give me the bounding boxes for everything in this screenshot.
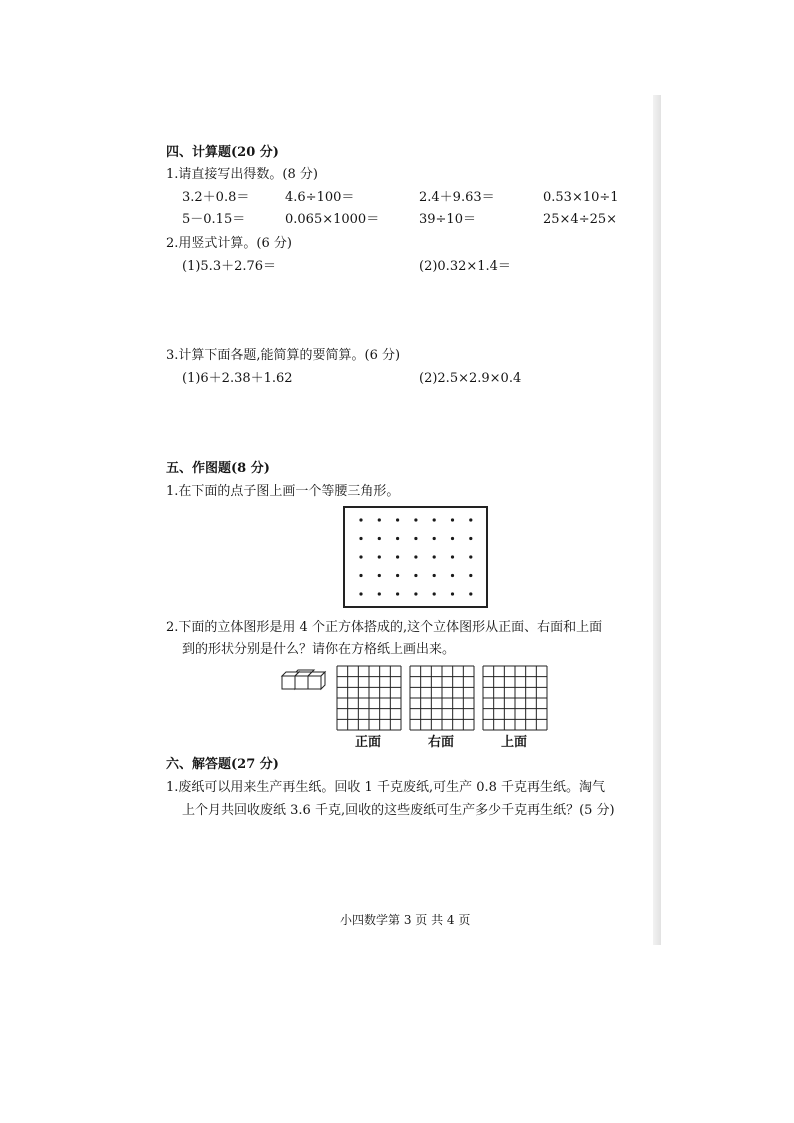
simplify-item-2: (2)2.5×2.9×0.4 [419, 371, 522, 386]
calc-item: 39÷10＝ [419, 212, 476, 227]
page-edge [653, 95, 661, 945]
calc-item: 0.065×1000＝ [285, 212, 380, 227]
grid-dot [378, 537, 381, 540]
grid-dot [359, 518, 362, 521]
grid-dot [396, 518, 399, 521]
section6-title: 六、解答题(27 分) [166, 757, 279, 772]
simplify-item-1: (1)6＋2.38＋1.62 [182, 371, 293, 386]
page-footer: 小四数学第 3 页 共 4 页 [340, 913, 471, 927]
calc-item: 0.53×10÷1 [543, 190, 619, 205]
grid-dot [469, 574, 472, 577]
grid-dot [396, 537, 399, 540]
grid-dot [469, 592, 472, 595]
grid-dot [414, 537, 417, 540]
dot-grid-box[interactable] [343, 506, 488, 608]
grid-front[interactable] [336, 665, 402, 731]
grid-dot [451, 592, 454, 595]
grid-dot [469, 518, 472, 521]
grid-dot [378, 574, 381, 577]
grid-dot [451, 574, 454, 577]
q5-2-prompt-line2: 到的形状分别是什么？请你在方格纸上画出来。 [182, 642, 456, 657]
grid-dot [414, 574, 417, 577]
grid-dot [433, 518, 436, 521]
grid-dot [433, 592, 436, 595]
grid-dot [396, 574, 399, 577]
q6-1-line1: 1.废纸可以用来生产再生纸。回收 1 千克废纸,可生产 0.8 千克再生纸。淘气 [166, 780, 606, 795]
grid-dot [359, 574, 362, 577]
calc-item: 5－0.15＝ [182, 212, 246, 227]
grid-dot [451, 518, 454, 521]
grid-dot [451, 555, 454, 558]
q4-3-prompt: 3.计算下面各题,能简算的要简算。(6 分) [166, 348, 401, 363]
grid-right[interactable] [409, 665, 475, 731]
grid-label-front: 正面 [355, 735, 382, 750]
dot-grid [345, 508, 486, 606]
section4-title: 四、计算题(20 分) [166, 145, 279, 160]
grid-label-right: 右面 [428, 735, 455, 750]
calc-item: 3.2＋0.8＝ [182, 190, 250, 205]
grid-dot [396, 555, 399, 558]
grid-top[interactable] [482, 665, 548, 731]
q4-1-prompt: 1.请直接写出得数。(8 分) [166, 167, 318, 182]
grid-dot [451, 537, 454, 540]
section5-title: 五、作图题(8 分) [166, 461, 270, 476]
vertical-calc-item-1: (1)5.3＋2.76＝ [182, 259, 277, 274]
calc-item: 2.4＋9.63＝ [419, 190, 495, 205]
grid-dot [414, 592, 417, 595]
vertical-calc-item-2: (2)0.32×1.4＝ [419, 259, 511, 274]
q5-2-prompt-line1: 2.下面的立体图形是用 4 个正方体搭成的,这个立体图形从正面、右面和上面 [166, 620, 603, 635]
grid-dot [414, 555, 417, 558]
grid-dot [359, 555, 362, 558]
calc-item: 25×4÷25× [543, 212, 618, 227]
grid-dot [433, 574, 436, 577]
grid-dot [433, 537, 436, 540]
grid-dot [469, 555, 472, 558]
grid-dot [414, 518, 417, 521]
grid-dot [433, 555, 436, 558]
cube-solid-figure [280, 668, 330, 692]
grid-dot [378, 555, 381, 558]
q6-1-line2: 上个月共回收废纸 3.6 千克,回收的这些废纸可生产多少千克再生纸？(5 分) [182, 803, 615, 818]
grid-dot [378, 592, 381, 595]
grid-dot [396, 592, 399, 595]
calc-item: 4.6÷100＝ [285, 190, 355, 205]
grid-dot [378, 518, 381, 521]
grid-dot [359, 592, 362, 595]
q4-2-prompt: 2.用竖式计算。(6 分) [166, 236, 292, 251]
q5-1-prompt: 1.在下面的点子图上画一个等腰三角形。 [166, 484, 400, 499]
grid-dot [359, 537, 362, 540]
grid-label-top: 上面 [501, 735, 528, 750]
grid-dot [469, 537, 472, 540]
